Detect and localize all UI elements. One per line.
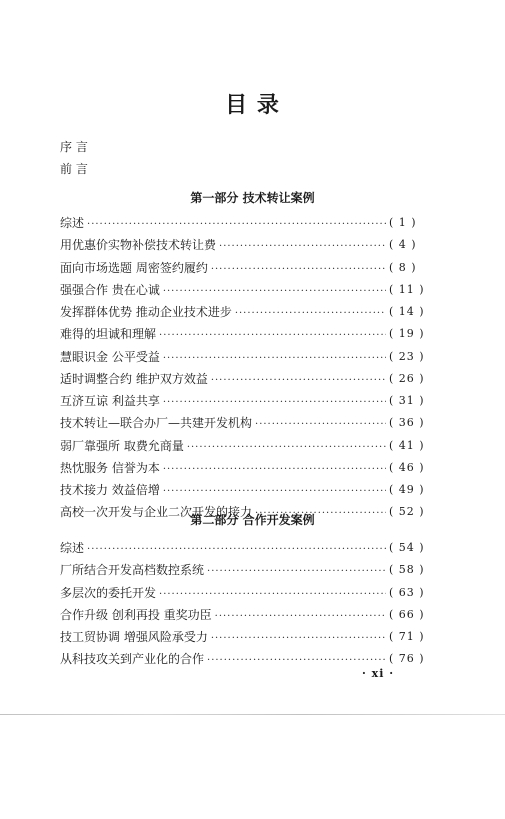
toc-entry-page-number: ( 41 ): [389, 438, 425, 452]
toc-entry[interactable]: [60, 437, 435, 453]
toc-entry-label: 慧眼识金 公平受益: [60, 349, 160, 364]
toc-entry[interactable]: [60, 348, 435, 364]
toc-entry-label: 用优惠价实物补偿技术转让费: [60, 238, 217, 253]
toc-entry[interactable]: [60, 481, 435, 497]
dot-leader: [159, 586, 386, 600]
toc-entry[interactable]: [60, 650, 435, 666]
toc-entry-preface-1[interactable]: 序 言: [60, 140, 88, 154]
toc-entry-label: 合作升级 创利再投 重奖功臣: [60, 607, 212, 622]
part-heading-1: 第一部分 技术转让案例: [190, 191, 315, 205]
toc-entry[interactable]: [60, 561, 435, 577]
dot-leader: [163, 350, 386, 364]
toc-entry-page-number: ( 8 ): [389, 260, 417, 274]
toc-entry[interactable]: [60, 392, 435, 408]
dot-leader: [207, 652, 386, 666]
toc-entry-page-number: ( 58 ): [389, 563, 425, 577]
toc-entry-page-number: ( 76 ): [389, 652, 425, 666]
dot-leader: [87, 541, 386, 555]
toc-entry[interactable]: [60, 584, 435, 600]
toc-entry-label: 从科技攻关到产业化的合作: [60, 652, 205, 667]
toc-entry-page-number: ( 36 ): [389, 416, 425, 430]
toc-entry-page-number: ( 71 ): [389, 630, 425, 643]
toc-entry-page-number: ( 31 ): [389, 394, 425, 407]
toc-entry[interactable]: [60, 281, 435, 297]
toc-entry-page-number: ( 19 ): [389, 327, 425, 341]
toc-entry-label: 厂所结合开发高档数控系统: [60, 563, 205, 578]
dot-leader: [215, 608, 386, 622]
toc-entry-label: 技术转让—联合办厂—共建开发机构: [60, 416, 253, 431]
toc-entry-label: 高校一次开发与企业二次开发的接力: [60, 505, 253, 520]
toc-entry-page-number: ( 52 ): [389, 505, 425, 519]
dot-leader: [163, 283, 386, 297]
toc-entry[interactable]: [60, 303, 435, 319]
toc-entry[interactable]: [60, 414, 435, 430]
toc-entry[interactable]: [60, 628, 435, 644]
dot-leader: [163, 394, 386, 408]
toc-entry-page-number: ( 26 ): [389, 371, 425, 385]
dot-leader: [163, 483, 386, 497]
toc-list-part-1: [60, 214, 435, 526]
toc-entry-page-number: ( 66 ): [389, 607, 425, 621]
dot-leader: [211, 372, 386, 386]
toc-entry[interactable]: [60, 459, 435, 475]
dot-leader: [163, 461, 386, 475]
toc-entry[interactable]: [60, 236, 435, 252]
dot-leader: [159, 327, 386, 341]
toc-entry-label: 多层次的委托开发: [60, 585, 157, 600]
toc-entry[interactable]: [60, 259, 435, 275]
toc-entry-label: 面向市场选题 周密签约履约: [60, 260, 208, 275]
toc-entry-page-number: ( 49 ): [389, 483, 425, 496]
page-number-footer: · xi ·: [362, 667, 395, 680]
toc-entry-page-number: ( 11 ): [389, 282, 425, 296]
toc-entry-label: 综述: [60, 216, 85, 230]
page-title: 目 录: [225, 93, 280, 118]
toc-entry-label: 适时调整合约 维护双方效益: [60, 371, 208, 386]
dot-leader: [255, 416, 386, 430]
toc-entry-page-number: ( 63 ): [389, 585, 425, 599]
toc-entry-page-number: ( 14 ): [389, 305, 425, 318]
toc-entry-label: 强强合作 贵在心诚: [60, 282, 160, 297]
dot-leader: [207, 563, 386, 577]
toc-entry-label: 综述: [60, 541, 85, 555]
toc-entry-page-number: ( 4 ): [389, 238, 417, 252]
toc-entry-label: 技术接力 效益倍增: [60, 483, 160, 497]
toc-entry[interactable]: [60, 539, 435, 555]
dot-leader: [211, 630, 386, 644]
dot-leader: [219, 238, 386, 252]
toc-entry-label: 技工贸协调 增强风险承受力: [60, 630, 208, 644]
dot-leader: [87, 216, 386, 230]
toc-entry-preface-2[interactable]: 前 言: [60, 162, 88, 176]
toc-entry-page-number: ( 46 ): [389, 460, 425, 474]
toc-entry-label: 发挥群体优势 推动企业技术进步: [60, 305, 232, 319]
toc-entry-page-number: ( 54 ): [389, 541, 425, 554]
toc-entry[interactable]: [60, 325, 435, 341]
toc-entry-label: 弱厂靠强所 取费允商量: [60, 438, 184, 453]
scan-edge-line: [0, 714, 505, 715]
toc-entry[interactable]: [60, 370, 435, 386]
toc-entry[interactable]: [60, 606, 435, 622]
dot-leader: [211, 261, 386, 275]
part-heading-2: 第二部分 合作开发案例: [190, 513, 315, 527]
toc-list-part-2: [60, 539, 435, 673]
dot-leader: [235, 305, 386, 319]
toc-entry-label: 难得的坦诚和理解: [60, 327, 157, 342]
toc-entry-page-number: ( 23 ): [389, 349, 425, 363]
toc-entry[interactable]: [60, 214, 435, 230]
toc-entry-label: 热忱服务 信誉为本: [60, 460, 160, 475]
toc-entry-label: 互济互谅 利益共享: [60, 394, 160, 408]
dot-leader: [187, 439, 386, 453]
toc-entry-page-number: ( 1 ): [389, 216, 417, 229]
